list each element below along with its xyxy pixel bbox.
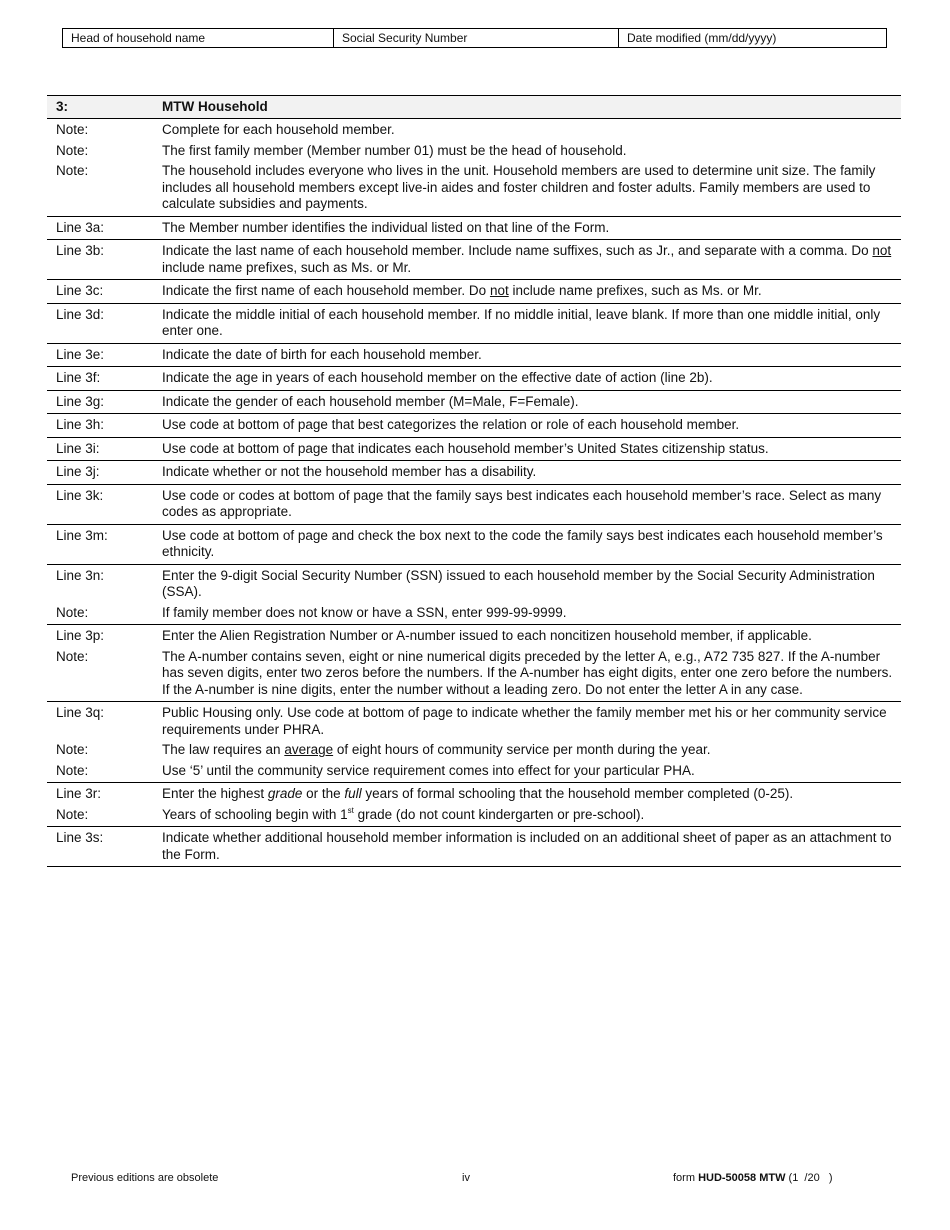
row-text: Indicate the middle initial of each household member. If no middle initial, leave blank. If more than one middle initial, only enter one.	[162, 306, 881, 338]
instruction-row	[47, 827, 901, 864]
row-text: Indicate the date of birth for each household member.	[162, 346, 482, 362]
instruction-row	[47, 240, 901, 277]
italic-text: full	[344, 786, 362, 801]
instruction-group	[47, 625, 901, 702]
row-label: Note:	[56, 163, 89, 178]
row-label: Line 3s:	[56, 830, 104, 845]
instruction-group	[47, 485, 901, 525]
text-part: Indicate the last name of each household member. Include name suffixes, such as Jr., and separate with a comma. Do	[162, 243, 873, 258]
row-text: Indicate whether additional household member information is included on an additional sheet of paper as an attachment to the Form.	[162, 830, 892, 862]
row-text: The Member number identifies the individual listed on that line of the Form.	[162, 219, 610, 235]
instruction-row	[47, 217, 901, 238]
form-identifier	[673, 1172, 833, 1184]
text-part: include name prefixes, such as Ms. or Mr.	[162, 259, 412, 275]
row-label: Line 3q:	[56, 705, 105, 720]
instruction-row	[47, 414, 901, 435]
row-text: Complete for each household member.	[162, 122, 395, 137]
instruction-row	[47, 565, 901, 602]
instruction-row	[47, 344, 901, 365]
row-label: Line 3a:	[56, 219, 105, 235]
text-part: The law requires an	[162, 742, 285, 757]
instruction-row	[47, 485, 901, 522]
row-label: Line 3h:	[56, 417, 105, 432]
row-text: Use code at bottom of page and check the box next to the code the family says best indicates each household member’s ethnicity.	[162, 527, 883, 559]
row-text: Use ‘5’ until the community service requirement comes into effect for your particular PHA.	[162, 762, 695, 778]
instruction-group	[47, 119, 901, 217]
instruction-row	[47, 625, 901, 646]
row-label: Line 3b:	[56, 243, 105, 258]
instruction-group	[47, 344, 901, 368]
row-text	[162, 786, 901, 803]
row-text: Indicate the age in years of each household member on the effective date of action (line 2b).	[162, 370, 713, 385]
instruction-row	[47, 119, 901, 140]
underlined-text: not	[872, 243, 892, 258]
instruction-group	[47, 525, 901, 565]
instruction-row	[47, 646, 901, 700]
text-part: Years of schooling begin with 1	[162, 806, 348, 822]
instruction-group	[47, 461, 901, 485]
instruction-row	[47, 304, 901, 341]
section-number: 3:	[56, 99, 69, 114]
text-part: or the	[302, 786, 345, 801]
superscript-text: st	[347, 805, 354, 815]
row-label: Note:	[56, 122, 89, 137]
instruction-group	[47, 217, 901, 241]
instruction-row	[47, 783, 901, 804]
instruction-row	[47, 140, 901, 161]
row-label: Line 3i:	[56, 440, 100, 456]
row-label: Line 3n:	[56, 567, 105, 583]
row-label: Note:	[56, 142, 89, 158]
row-label: Note:	[56, 762, 89, 778]
text-part: grade (do not count kindergarten or pre-school).	[353, 806, 645, 822]
instruction-group	[47, 240, 901, 280]
instruction-group	[47, 702, 901, 783]
row-text: Enter the Alien Registration Number or A-number issued to each noncitizen household member, if applicable.	[162, 628, 812, 643]
instructions-list	[47, 119, 901, 867]
row-text: Indicate the gender of each household member (M=Male, F=Female).	[162, 393, 579, 409]
row-label: Line 3m:	[56, 527, 108, 543]
header-fields-table	[62, 28, 887, 48]
instruction-row	[47, 739, 901, 760]
underlined-text: not	[489, 283, 509, 298]
row-text: The A-number contains seven, eight or nine numerical digits preceded by the letter A, e.g., A72 735 827. If the A-number has seven digits, enter two zeros before the numbers. If the A-number has eight digits, enter one zero before the numbers. If the A-number is nine digits, enter the number without a leading zero. Do not enter the letter A in any case.	[162, 648, 893, 697]
instruction-group	[47, 367, 901, 391]
text-part: of eight hours of community service per month during the year.	[333, 742, 711, 757]
instruction-row	[47, 160, 901, 214]
instruction-group	[47, 414, 901, 438]
footer-obsolete-note: Previous editions are obsolete	[71, 1172, 219, 1184]
section-title-row	[47, 95, 901, 119]
row-label: Line 3g:	[56, 393, 105, 409]
instruction-row	[47, 367, 901, 388]
row-text	[162, 807, 901, 824]
date-modified-field[interactable]: Date modified (mm/dd/yyyy)	[627, 31, 777, 45]
text-part: Indicate the first name of each household member. Do	[162, 283, 490, 298]
instruction-row	[47, 461, 901, 482]
instruction-row	[47, 602, 901, 623]
row-label: Line 3j:	[56, 464, 100, 479]
ssn-field[interactable]: Social Security Number	[334, 29, 619, 47]
instruction-group	[47, 304, 901, 344]
row-text: Indicate whether or not the household member has a disability.	[162, 464, 537, 479]
row-label: Line 3e:	[56, 346, 105, 362]
instruction-group	[47, 827, 901, 867]
underlined-text: average	[284, 742, 334, 757]
instruction-row	[47, 760, 901, 781]
page-number: iv	[462, 1172, 470, 1184]
row-text: Public Housing only. Use code at bottom of page to indicate whether the family member met his or her community service requirements under PHRA.	[162, 705, 887, 737]
form-prefix: form	[673, 1172, 699, 1184]
form-date: (1 /20 )	[785, 1172, 833, 1184]
instruction-group	[47, 391, 901, 415]
row-text: Use code or codes at bottom of page that the family says best indicates each household member’s race. Select as many codes as appropriate.	[162, 487, 882, 519]
page-footer	[0, 1172, 950, 1186]
row-label: Line 3r:	[56, 786, 102, 801]
row-text: Use code at bottom of page that best categorizes the relation or role of each household member.	[162, 417, 740, 432]
row-text	[162, 742, 901, 759]
row-label: Note:	[56, 806, 89, 822]
row-label: Line 3k:	[56, 487, 104, 503]
row-label: Note:	[56, 742, 89, 757]
row-text: The household includes everyone who lives in the unit. Household members are used to determine unit size. The family includes all household members except live-in aides and foster children and foster adults. Family members are used to calculate subsidies and payments.	[162, 163, 876, 211]
text-part: years of formal schooling that the household member completed (0-25).	[361, 786, 794, 801]
row-text	[162, 243, 901, 276]
row-label: Line 3f:	[56, 370, 101, 385]
row-label: Note:	[56, 648, 89, 664]
form-name: HUD-50058 MTW	[698, 1172, 786, 1184]
section-title: MTW Household	[162, 99, 268, 114]
instruction-row	[47, 702, 901, 739]
row-label: Line 3c:	[56, 283, 104, 298]
row-text: The first family member (Member number 01) must be the head of household.	[162, 142, 627, 158]
italic-text: grade	[267, 786, 303, 801]
text-part: Enter the highest	[162, 786, 268, 801]
row-label: Line 3p:	[56, 628, 105, 643]
instruction-group	[47, 783, 901, 827]
instruction-row	[47, 391, 901, 412]
instruction-row	[47, 525, 901, 562]
instruction-row	[47, 280, 901, 301]
head-of-household-field[interactable]: Head of household name	[63, 29, 334, 47]
instruction-group	[47, 280, 901, 304]
row-text: If family member does not know or have a SSN, enter 999-99-9999.	[162, 604, 567, 620]
row-text	[162, 283, 901, 300]
row-text: Enter the 9-digit Social Security Number (SSN) issued to each household member by the Social Security Administration (SSA).	[162, 567, 875, 599]
row-label: Note:	[56, 604, 89, 620]
row-text: Use code at bottom of page that indicates each household member’s United States citizenship status.	[162, 440, 769, 456]
text-part: include name prefixes, such as Ms. or Mr.	[508, 283, 762, 298]
instruction-row	[47, 438, 901, 459]
instruction-group	[47, 438, 901, 462]
instruction-row	[47, 804, 901, 825]
row-label: Line 3d:	[56, 306, 105, 322]
instruction-group	[47, 565, 901, 626]
section-3-table	[47, 95, 901, 867]
